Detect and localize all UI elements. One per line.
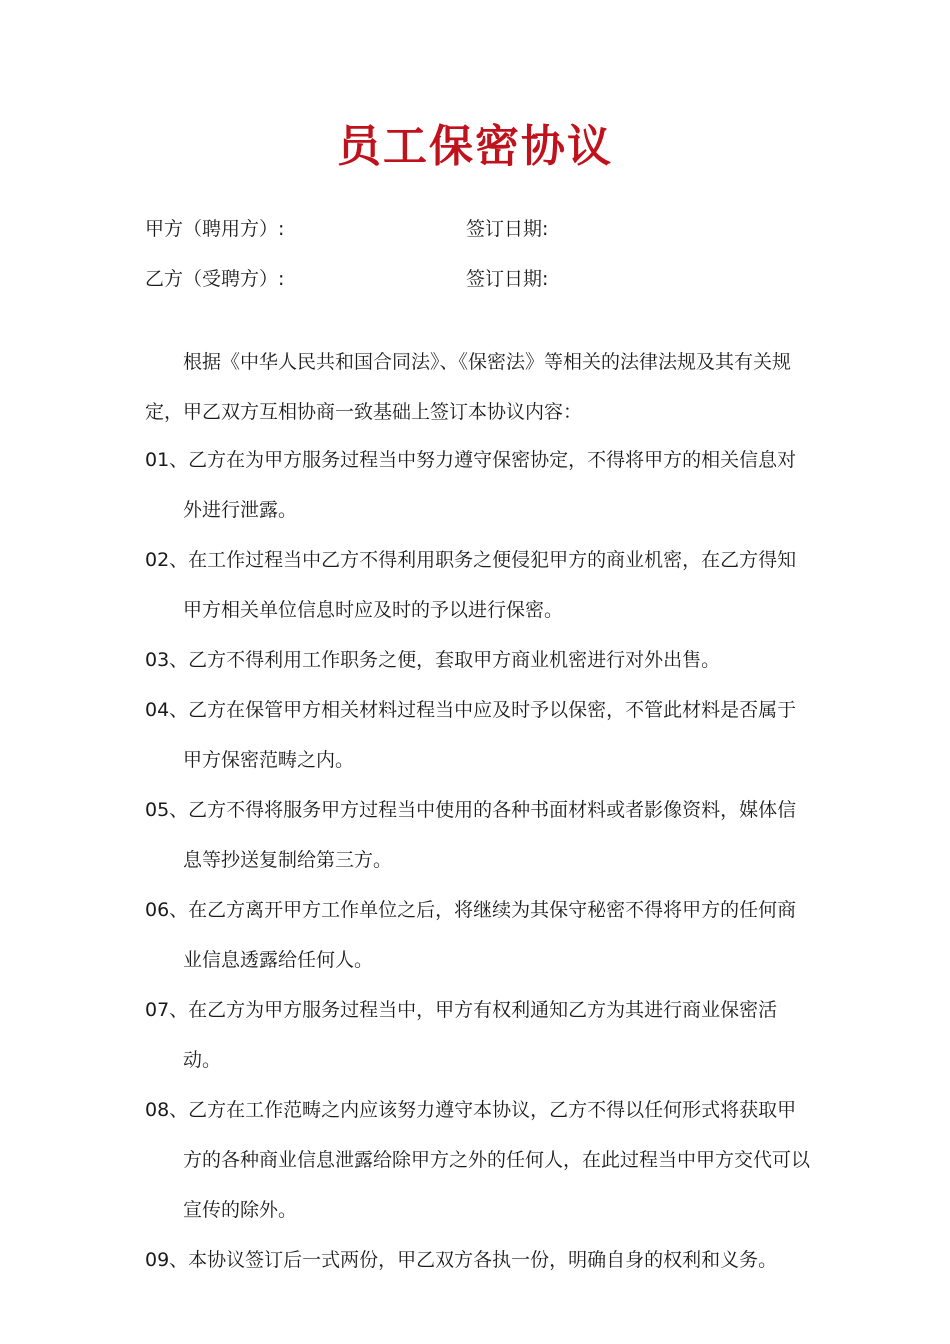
clause-item: 07、在乙方为甲方服务过程当中，甲方有权利通知乙方为其进行商业保密活动。: [145, 999, 778, 1071]
clause-item: 05、乙方不得将服务甲方过程当中使用的各种书面材料或者影像资料，媒体信息等抄送复制给第三方。: [145, 799, 797, 871]
clause-item: 02、在工作过程当中乙方不得利用职务之便侵犯甲方的商业机密，在乙方得知甲方相关单位信息时应及时的予以进行保密。: [145, 549, 797, 621]
clause-list: [145, 435, 810, 1285]
party-a-date-label: 签订日期:: [466, 218, 549, 240]
party-b-date-label: 签订日期:: [466, 268, 549, 290]
clause-item: 01、乙方在为甲方服务过程当中努力遵守保密协定，不得将甲方的相关信息对外进行泄露。: [145, 449, 797, 521]
party-a-row: [145, 214, 845, 244]
clause-item: 08、乙方在工作范畴之内应该努力遵守本协议，乙方不得以任何形式将获取甲方的各种商业信息泄露给除甲方之外的任何人，在此过程当中甲方交代可以宣传的除外。: [145, 1099, 811, 1221]
party-b-row: [145, 264, 845, 294]
document-title: 员工保密协议: [337, 121, 613, 173]
intro-paragraph: 根据《中华人民共和国合同法》、《保密法》等相关的法律法规及其有关规定，甲乙双方互相协商一致基础上签订本协议内容：: [145, 351, 792, 423]
clause-item: 04、乙方在保管甲方相关材料过程当中应及时予以保密，不管此材料是否属于甲方保密范畴之内。: [145, 699, 797, 771]
party-a-label: 甲方（聘用方）:: [145, 218, 285, 240]
clause-item: 09、本协议签订后一式两份，甲乙双方各执一份，明确自身的权利和义务。: [145, 1249, 778, 1271]
clause-item: 06、在乙方离开甲方工作单位之后，将继续为其保守秘密不得将甲方的任何商业信息透露给任何人。: [145, 899, 797, 971]
party-b-label: 乙方（受聘方）:: [145, 268, 285, 290]
clause-item: 03、乙方不得利用工作职务之便，套取甲方商业机密进行对外出售。: [145, 649, 721, 671]
